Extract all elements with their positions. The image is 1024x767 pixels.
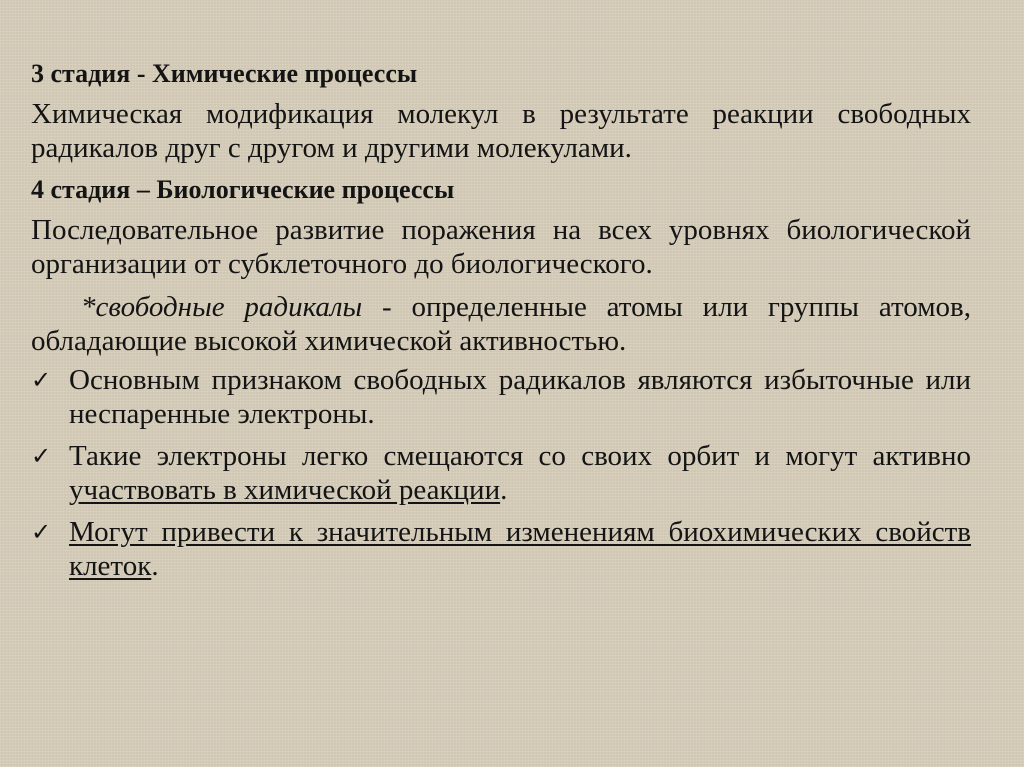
bullet-item bbox=[31, 515, 971, 583]
bullet-text-end: . bbox=[151, 550, 159, 582]
checkmark-icon: ✓ bbox=[31, 518, 52, 546]
stage4-description: Последовательное развитие поражения на всех уровнях биологической организации от субклеточного до биологического. bbox=[31, 214, 971, 280]
bullet-text: Такие электроны легко смещаются со своих орбит и могут активно bbox=[69, 440, 971, 472]
definition-text: - определенные атомы или группы атомов, обладающие высокой химической активностью. bbox=[31, 291, 971, 357]
stage3-description: Химическая модификация молекул в результате реакции свободных радикалов друг с другом и другими молекулами. bbox=[31, 98, 971, 164]
free-radicals-definition bbox=[31, 290, 971, 358]
checkmark-icon: ✓ bbox=[31, 442, 52, 470]
bullet-underlined-text: Могут привести к значительным изменениям биохимических свойств клеток bbox=[69, 516, 971, 582]
bullet-list bbox=[31, 363, 971, 583]
bullet-underlined-text: участвовать в химической реакции bbox=[69, 474, 501, 506]
slide-content bbox=[31, 58, 971, 591]
stage4-heading: 4 стадия – Биологические процессы bbox=[31, 175, 455, 204]
definition-term: *свободные радикалы bbox=[81, 291, 363, 323]
bullet-item bbox=[31, 439, 971, 507]
stage3-heading: 3 стадия - Химические процессы bbox=[31, 59, 418, 88]
checkmark-icon: ✓ bbox=[31, 366, 52, 394]
bullet-item bbox=[31, 363, 971, 431]
bullet-text: Основным признаком свободных радикалов являются избыточные или неспаренные электроны. bbox=[69, 364, 971, 430]
bullet-text-end: . bbox=[500, 474, 508, 506]
